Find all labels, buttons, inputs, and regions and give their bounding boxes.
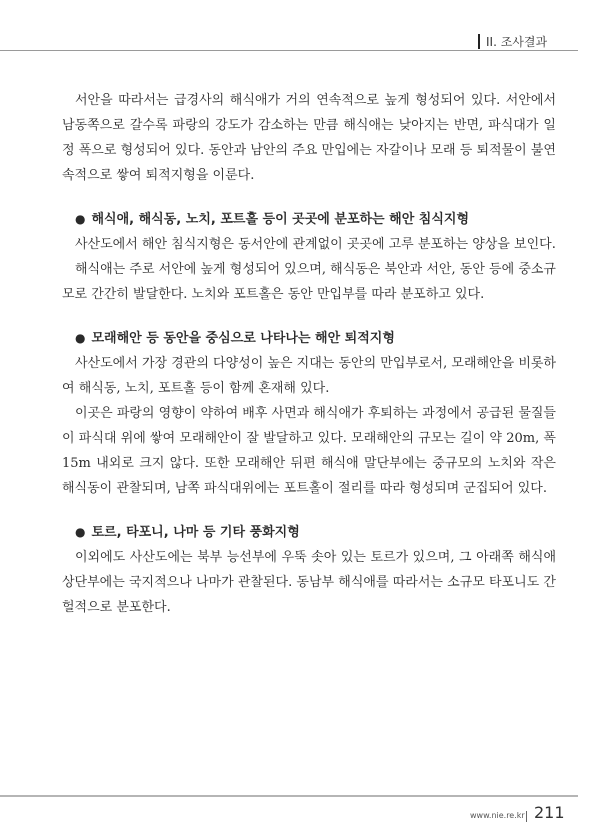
body-paragraph: 사산도에서 가장 경관의 다양성이 높은 지대는 동안의 만입부로서, 모래해안을 비롯하여 해식동, 노치, 포트홀 등이 함께 혼재해 있다. xyxy=(62,356,556,396)
spacer xyxy=(62,501,556,520)
footer-divider xyxy=(0,795,578,797)
section-heading-weathering xyxy=(62,520,556,545)
spacer xyxy=(62,188,556,207)
section-label: II. 조사결과 xyxy=(486,35,548,49)
footer-separator xyxy=(526,811,527,822)
bullet-icon: ● xyxy=(75,212,86,226)
header-divider xyxy=(0,50,578,51)
header-marker xyxy=(478,34,480,49)
body-paragraph: 이외에도 사산도에는 북부 능선부에 우뚝 솟아 있는 토르가 있으며, 그 아래쪽 해식애 상단부에는 국지적으나 나마가 관찰된다. 동남부 해식애를 따라서는 소규모 타포니도 간헐적으로 분포한다. xyxy=(62,550,556,615)
page-number: 211 xyxy=(534,803,565,822)
bullet-icon: ● xyxy=(75,525,86,539)
body-paragraph: 이곳은 파랑의 영향이 약하여 배후 사면과 해식애가 후퇴하는 과정에서 공급된 물질들이 파식대 위에 쌓여 모래해안이 잘 발달하고 있다. 모래해안의 규모는 길이 약 20m, 폭 15m 내외로 크지 않다. 또한 모래해안 뒤편 해식애 말단부에는 중규모의 노치와 작은 해식동이 관찰되며, 남쪽 파식대위에는 포트홀이 절리를 따라 형성되며 군집되어 있다. xyxy=(62,406,556,496)
body-paragraph: 해식애는 주로 서안에 높게 형성되어 있으며, 해식동은 북안과 서안, 동안 등에 중소규모로 간간히 발달한다. 노치와 포트홀은 동안 만입부를 따라 분포하고 있다. xyxy=(62,262,556,302)
bullet-icon: ● xyxy=(75,331,86,345)
footer-url: www.nie.re.kr xyxy=(470,811,525,820)
intro-paragraph: 서안을 따라서는 급경사의 해식애가 거의 연속적으로 높게 형성되어 있다. 서안에서 남동쪽으로 갈수록 파랑의 강도가 감소하는 만큼 해식애는 낮아지는 반면, 파식대가 일정 폭으로 형성되어 있다. 동안과 남안의 주요 만입에는 자갈이나 모래 등 퇴적물이 불연속적으로 쌓여 퇴적지형을 이룬다. xyxy=(62,93,556,183)
section-heading-text: 해식애, 해식동, 노치, 포트홀 등이 곳곳에 분포하는 해안 침식지형 xyxy=(91,212,470,227)
section-heading-text: 토르, 타포니, 나마 등 기타 풍화지형 xyxy=(91,525,300,540)
section-heading-erosion xyxy=(62,207,556,232)
body-paragraph: 사산도에서 해안 침식지형은 동서안에 관계없이 곳곳에 고루 분포하는 양상을 보인다. xyxy=(75,237,556,252)
spacer xyxy=(62,307,556,326)
page-content xyxy=(62,88,556,620)
section-heading-text: 모래해안 등 동안을 중심으로 나타나는 해안 퇴적지형 xyxy=(91,331,395,346)
section-heading-deposition xyxy=(62,326,556,351)
